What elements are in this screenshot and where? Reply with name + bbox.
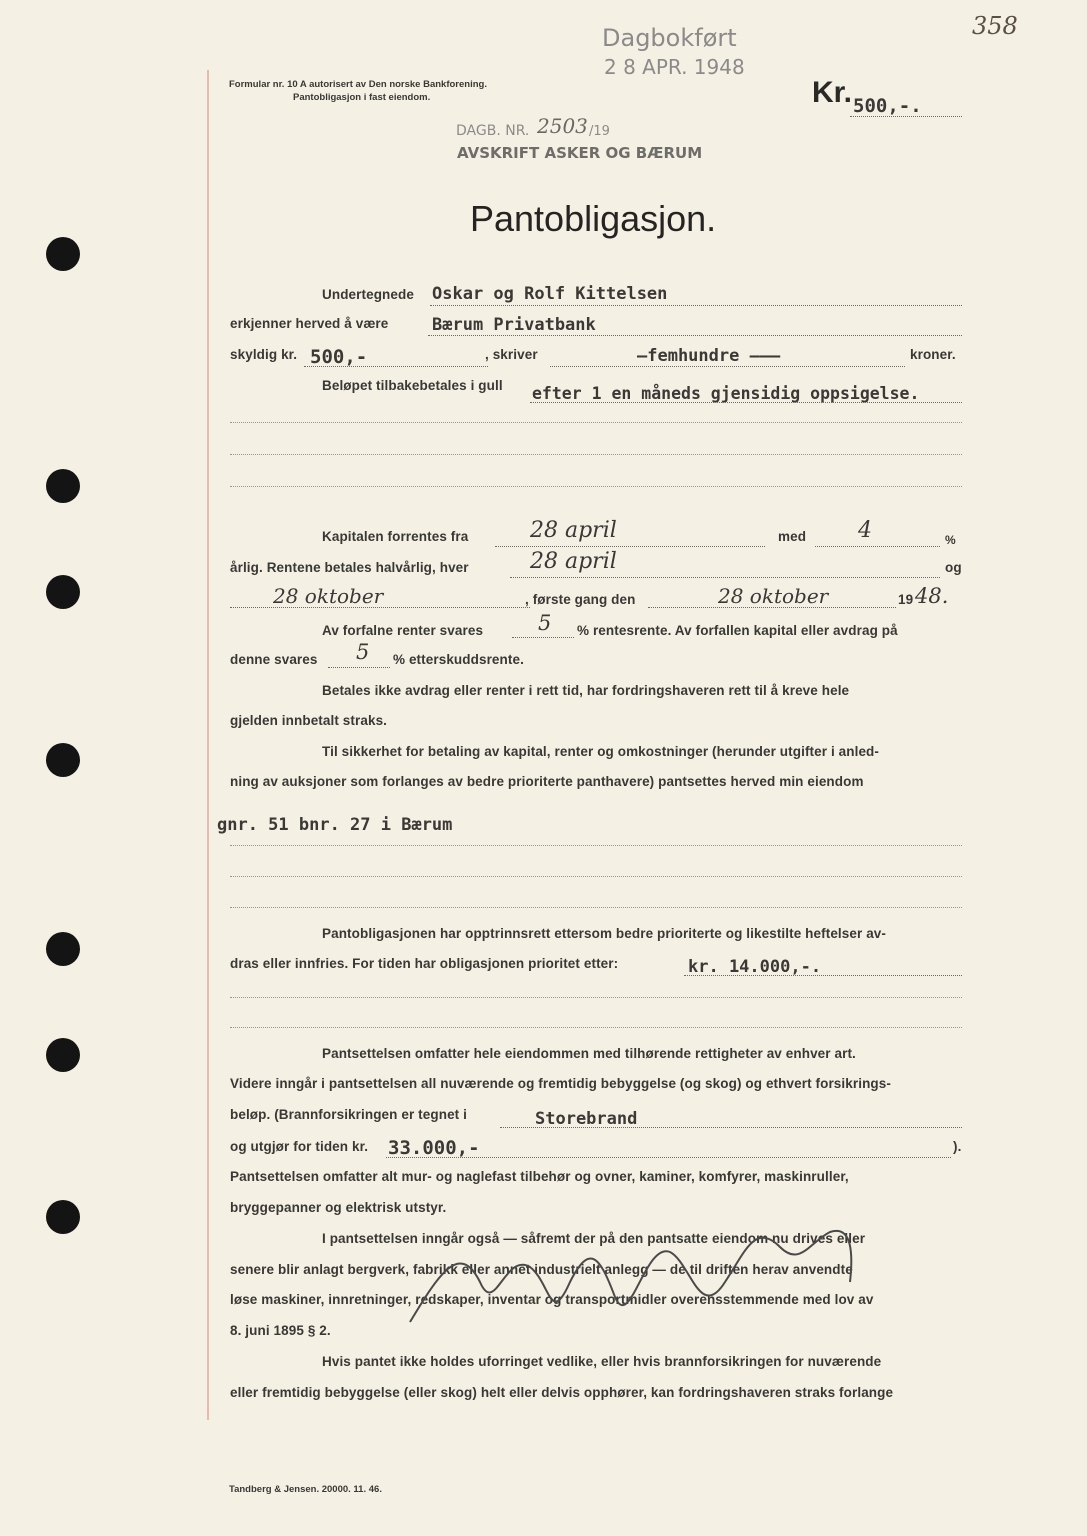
p4-line4: og utgjør for tiden kr. xyxy=(230,1139,369,1154)
prioritet-value: kr. 14.000,-. xyxy=(688,957,822,977)
rentesrente-label: % rentesrente. Av forfallen kapital eller avdrag på xyxy=(577,623,898,638)
binder-hole xyxy=(46,932,80,966)
utgjor-value: 33.000,- xyxy=(388,1137,480,1159)
forrentes-value: 28 april xyxy=(530,518,617,543)
binder-hole xyxy=(46,469,80,503)
p6-line1: Hvis pantet ikke holdes uforringet vedlike, eller hvis brannforsikringen for nuværende xyxy=(322,1354,882,1369)
undertegnede-label: Undertegnede xyxy=(322,287,414,302)
binder-hole xyxy=(46,575,80,609)
p5-line4: 8. juni 1895 § 2. xyxy=(230,1323,331,1338)
p6-line2: eller fremtidig bebyggelse (eller skog) helt eller delvis opphører, kan fordringshaveren straks forlange xyxy=(230,1385,894,1400)
og-label: og xyxy=(945,560,962,575)
document-title: Pantobligasjon. xyxy=(470,198,717,239)
skyldig-label: skyldig kr. xyxy=(230,347,298,362)
forfalne-label: Av forfalne renter svares xyxy=(322,623,484,638)
p4-line3: beløp. (Brannforsikringen er tegnet i xyxy=(230,1107,467,1122)
p3-line1: Pantobligasjonen har opptrinnsrett ettersom bedre prioriterte og likestilte heftelser av- xyxy=(322,926,887,941)
year-prefix: 19 xyxy=(898,592,914,607)
p4-line6: bryggepanner og elektrisk utstyr. xyxy=(230,1200,447,1215)
kr-label: Kr. xyxy=(812,76,853,109)
etterskudd-value: 5 xyxy=(356,640,370,664)
dagbokfort-stamp-label: Dagbokført xyxy=(602,24,737,52)
dagb-nr-value: 2503 xyxy=(537,114,588,138)
property-value: gnr. 51 bnr. 27 i Bærum xyxy=(217,815,453,835)
page-number: 358 xyxy=(972,12,1018,40)
skriver-value: —femhundre ——— xyxy=(637,346,781,366)
p2-line2: ning av auksjoner som forlanges av bedre prioriterte panthavere) pantsettes herved min eiendom xyxy=(230,774,864,789)
p3-line2: dras eller innfries. For tiden har obligasjonen prioritet etter: xyxy=(230,956,619,971)
dagb-nr-label: DAGB. NR. xyxy=(456,123,530,139)
erkjenner-value: Bærum Privatbank xyxy=(432,315,596,335)
rentesrente-value: 5 xyxy=(538,611,552,635)
skriver-label: , skriver xyxy=(485,347,538,362)
p4-line2: Videre inngår i pantsettelsen all nuværende og fremtidig bebyggelse (og skog) og ethvert forsikrings- xyxy=(230,1076,891,1091)
binder-hole xyxy=(46,743,80,777)
p5-line3: løse maskiner, innretninger, redskaper, inventar og transportmidler overensstemmende med lov av xyxy=(230,1292,874,1307)
p4-line5: Pantsettelsen omfatter alt mur- og naglefast tilbehør og ovner, kaminer, komfyrer, maskinruller, xyxy=(230,1169,849,1184)
avskrift-stamp: AVSKRIFT ASKER OG BÆRUM xyxy=(457,144,703,162)
p4-close: ). xyxy=(953,1139,962,1154)
year-suffix: 48. xyxy=(915,584,949,608)
p4-line1: Pantsettelsen omfatter hele eiendommen med tilhørende rettigheter av enhver art. xyxy=(322,1046,856,1061)
belopet-label: Beløpet tilbakebetales i gull xyxy=(322,378,503,393)
rate-value: 4 xyxy=(858,518,872,543)
kr-amount: 500,-. xyxy=(853,95,922,117)
med-label: med xyxy=(778,529,807,544)
forsikring-value: Storebrand xyxy=(535,1109,638,1129)
p1-line2: gjelden innbetalt straks. xyxy=(230,713,388,728)
form-line-1: Formular nr. 10 A autorisert av Den norske Bankforening. xyxy=(229,79,487,90)
undertegnede-value: Oskar og Rolf Kittelsen xyxy=(432,284,668,304)
belopet-value: efter 1 en måneds gjensidig oppsigelse. xyxy=(532,384,920,403)
binder-hole xyxy=(46,237,80,271)
forste-value: 28 oktober xyxy=(718,584,829,608)
p5-line1: I pantsettelsen inngår også — såfremt der på den pantsatte eiendom nu drives eller xyxy=(322,1231,866,1246)
percent-label: % xyxy=(945,533,956,547)
printer-imprint: Tandberg & Jensen. 20000. 11. 46. xyxy=(229,1484,382,1495)
dagb-nr-suffix: /19 xyxy=(589,124,610,139)
forste-label: , første gang den xyxy=(525,592,636,607)
p5-line2: senere blir anlagt bergverk, fabrikk eller annet industrielt anlegg — de til driften herav anvendte xyxy=(230,1262,853,1277)
dagbokfort-stamp-date: 2 8 APR. 1948 xyxy=(604,55,745,79)
p1-line1: Betales ikke avdrag eller renter i rett tid, har fordringshaveren rett til å kreve hele xyxy=(322,683,850,698)
binder-hole xyxy=(46,1200,80,1234)
p2-line1: Til sikkerhet for betaling av kapital, renter og omkostninger (herunder utgifter i anled- xyxy=(322,744,880,759)
etterskudd-label: % etterskuddsrente. xyxy=(393,652,524,667)
strike-through-scribble xyxy=(400,1212,870,1342)
hver-value: 28 april xyxy=(530,549,617,574)
denne-label: denne svares xyxy=(230,652,318,667)
erkjenner-label: erkjenner herved å være xyxy=(230,316,389,331)
margin-line xyxy=(207,70,209,1420)
skyldig-value: 500,- xyxy=(310,346,368,368)
form-line-2: Pantobligasjon i fast eiendom. xyxy=(293,92,431,103)
binder-hole xyxy=(46,1038,80,1072)
forrentes-label: Kapitalen forrentes fra xyxy=(322,529,469,544)
second-date-value: 28 oktober xyxy=(273,584,384,608)
arlig-label: årlig. Rentene betales halvårlig, hver xyxy=(230,560,469,575)
kroner-label: kroner. xyxy=(910,347,956,362)
